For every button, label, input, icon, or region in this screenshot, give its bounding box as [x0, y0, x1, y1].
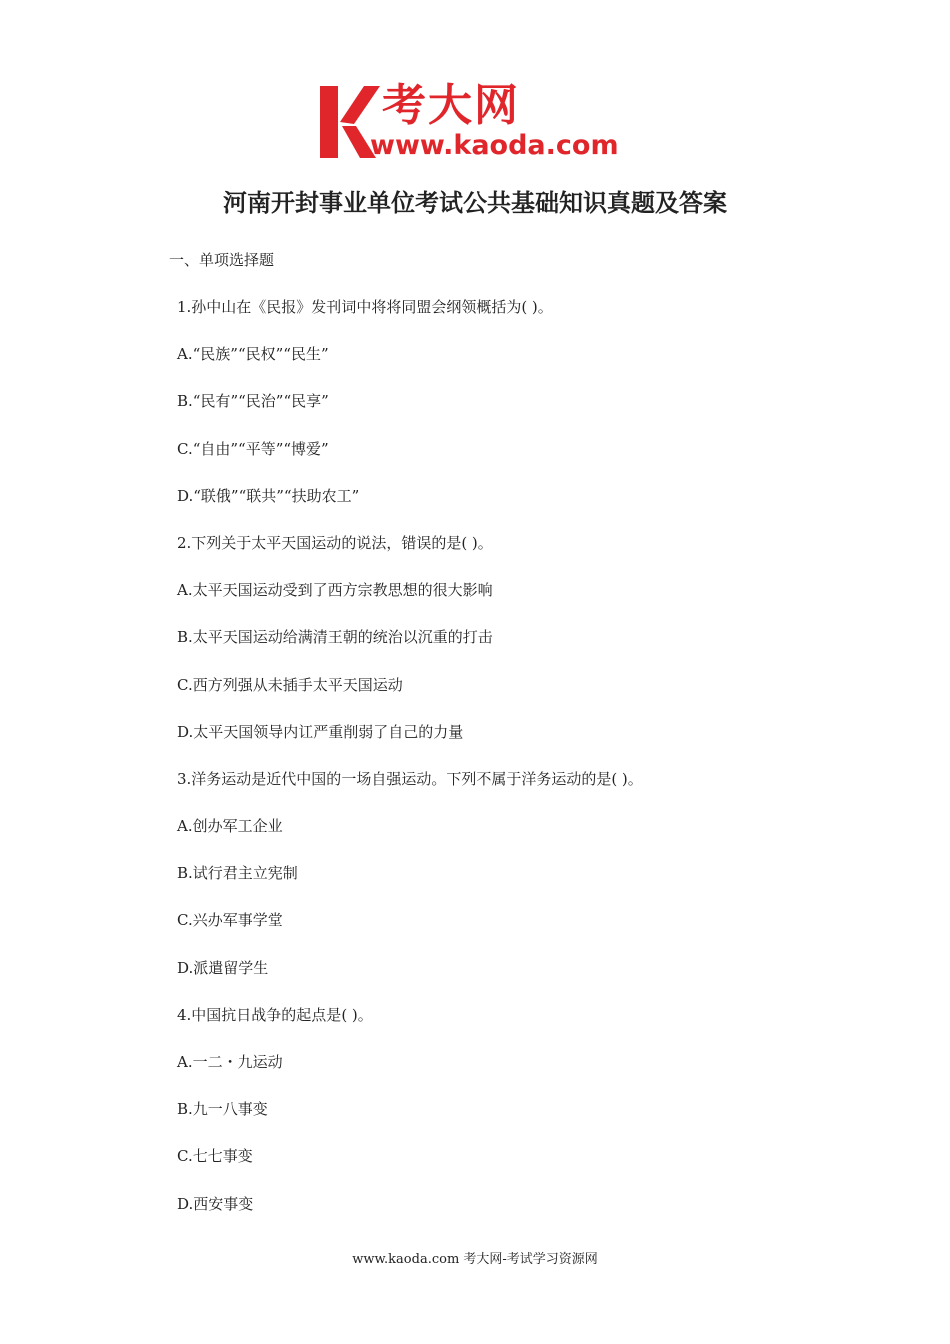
question-line: C.七七事变 — [177, 1147, 253, 1166]
kaoda-logo — [318, 80, 638, 164]
page-footer: www.kaoda.com 考大网-考试学习资源网 — [352, 1252, 598, 1267]
question-line: C.“自由”“平等”“博爱” — [177, 439, 329, 458]
question-line: 1.孙中山在《民报》发刊词中将将同盟会纲领概括为( )。 — [177, 298, 553, 316]
question-line: D.“联俄”“联共”“扶助农工” — [177, 486, 360, 505]
logo-brand-url: www.kaoda.com — [370, 130, 619, 161]
document-title: 河南开封事业单位考试公共基础知识真题及答案 — [223, 189, 727, 217]
question-line: A.一二・九运动 — [177, 1053, 283, 1071]
question-line: 3.洋务运动是近代中国的一场自强运动。下列不属于洋务运动的是( )。 — [177, 769, 643, 788]
section-heading: 一、单项选择题 — [169, 251, 275, 269]
question-line: B.试行君主立宪制 — [177, 864, 298, 883]
question-line: D.派遣留学生 — [177, 958, 269, 977]
question-line: C.兴办军事学堂 — [177, 911, 283, 930]
question-line: D.太平天国领导内讧严重削弱了自己的力量 — [177, 722, 464, 741]
question-line: 2.下列关于太平天国运动的说法，错误的是( )。 — [177, 533, 493, 552]
question-line: D.西安事变 — [177, 1194, 254, 1213]
question-line: A.太平天国运动受到了西方宗教思想的很大影响 — [177, 581, 493, 600]
question-line: C.西方列强从未插手太平天国运动 — [177, 675, 403, 694]
logo-brand-name: 考大网 — [382, 80, 520, 131]
question-line: 4.中国抗日战争的起点是( )。 — [177, 1005, 373, 1024]
question-line: A.创办军工企业 — [177, 817, 283, 836]
question-line: B.“民有”“民治”“民享” — [177, 392, 329, 411]
question-line: A.“民族”“民权”“民生” — [177, 345, 329, 364]
question-line: B.九一八事变 — [177, 1100, 268, 1119]
question-line: B.太平天国运动给满清王朝的统治以沉重的打击 — [177, 628, 493, 647]
question-list — [177, 296, 643, 1240]
